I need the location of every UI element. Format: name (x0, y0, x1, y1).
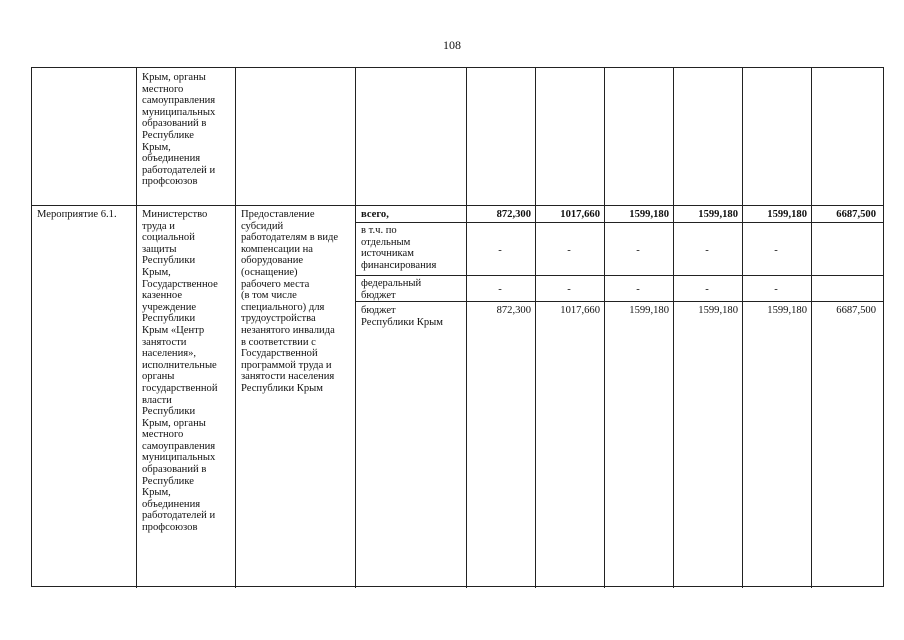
value-cell: 1599,180 (698, 209, 738, 220)
funding-source-regional: бюджет Республики Крым (361, 305, 443, 328)
column-divider (742, 68, 743, 588)
value-cell: 1017,660 (560, 209, 600, 220)
measure-description: Предоставление субсидий работодателям в виде компенсации на оборудование (оснащение) рабочего места (в том числе специального) для трудоустройства незанятого инвалида в соответствии с Государственной программой труда и занятости населения Республики Крым (241, 209, 339, 394)
funding-table (31, 67, 884, 587)
value-cell: - (498, 284, 502, 295)
column-divider (535, 68, 536, 588)
value-cell: 1599,180 (767, 209, 807, 220)
measure-responsible: Министерство труда и социальной защиты Республики Крым, Государственное казенное учреждение Республики Крым «Центр занятости населения», исполнительные органы государственной власти Республики Крым, органы местного самоуправления муниципальных образований в Республике Крым, объединения работодателей и профсоюзов (142, 209, 218, 534)
column-divider (604, 68, 605, 588)
row-divider (355, 222, 883, 223)
funding-source-breakdown: в т.ч. по отдельным источникам финансирования (361, 225, 437, 271)
column-divider (466, 68, 467, 588)
value-cell: 1599,180 (629, 209, 669, 220)
value-cell: - (774, 284, 778, 295)
column-divider (811, 68, 812, 588)
funding-source-total: всего, (361, 209, 389, 220)
value-cell: 872,300 (496, 305, 531, 316)
value-cell: 1599,180 (629, 305, 669, 316)
value-cell: - (774, 245, 778, 256)
value-cell: - (567, 284, 571, 295)
value-cell: 6687,500 (836, 305, 876, 316)
value-cell: 1599,180 (698, 305, 738, 316)
row-divider (355, 275, 883, 276)
column-divider (673, 68, 674, 588)
value-cell: - (567, 245, 571, 256)
column-divider (136, 68, 137, 588)
value-cell: 6687,500 (836, 209, 876, 220)
value-cell: - (498, 245, 502, 256)
row-divider (32, 205, 883, 206)
responsible-continuation: Крым, органы местного самоуправления муниципальных образований в Республике Крым, объединения работодателей и профсоюзов (142, 72, 216, 188)
funding-source-federal: федеральный бюджет (361, 278, 422, 301)
value-cell: - (636, 284, 640, 295)
column-divider (355, 68, 356, 588)
value-cell: - (705, 245, 709, 256)
value-cell: 872,300 (496, 209, 531, 220)
value-cell: - (705, 284, 709, 295)
measure-label: Мероприятие 6.1. (37, 209, 117, 220)
value-cell: 1017,660 (560, 305, 600, 316)
column-divider (235, 68, 236, 588)
value-cell: - (636, 245, 640, 256)
page-number: 108 (443, 38, 461, 52)
value-cell: 1599,180 (767, 305, 807, 316)
